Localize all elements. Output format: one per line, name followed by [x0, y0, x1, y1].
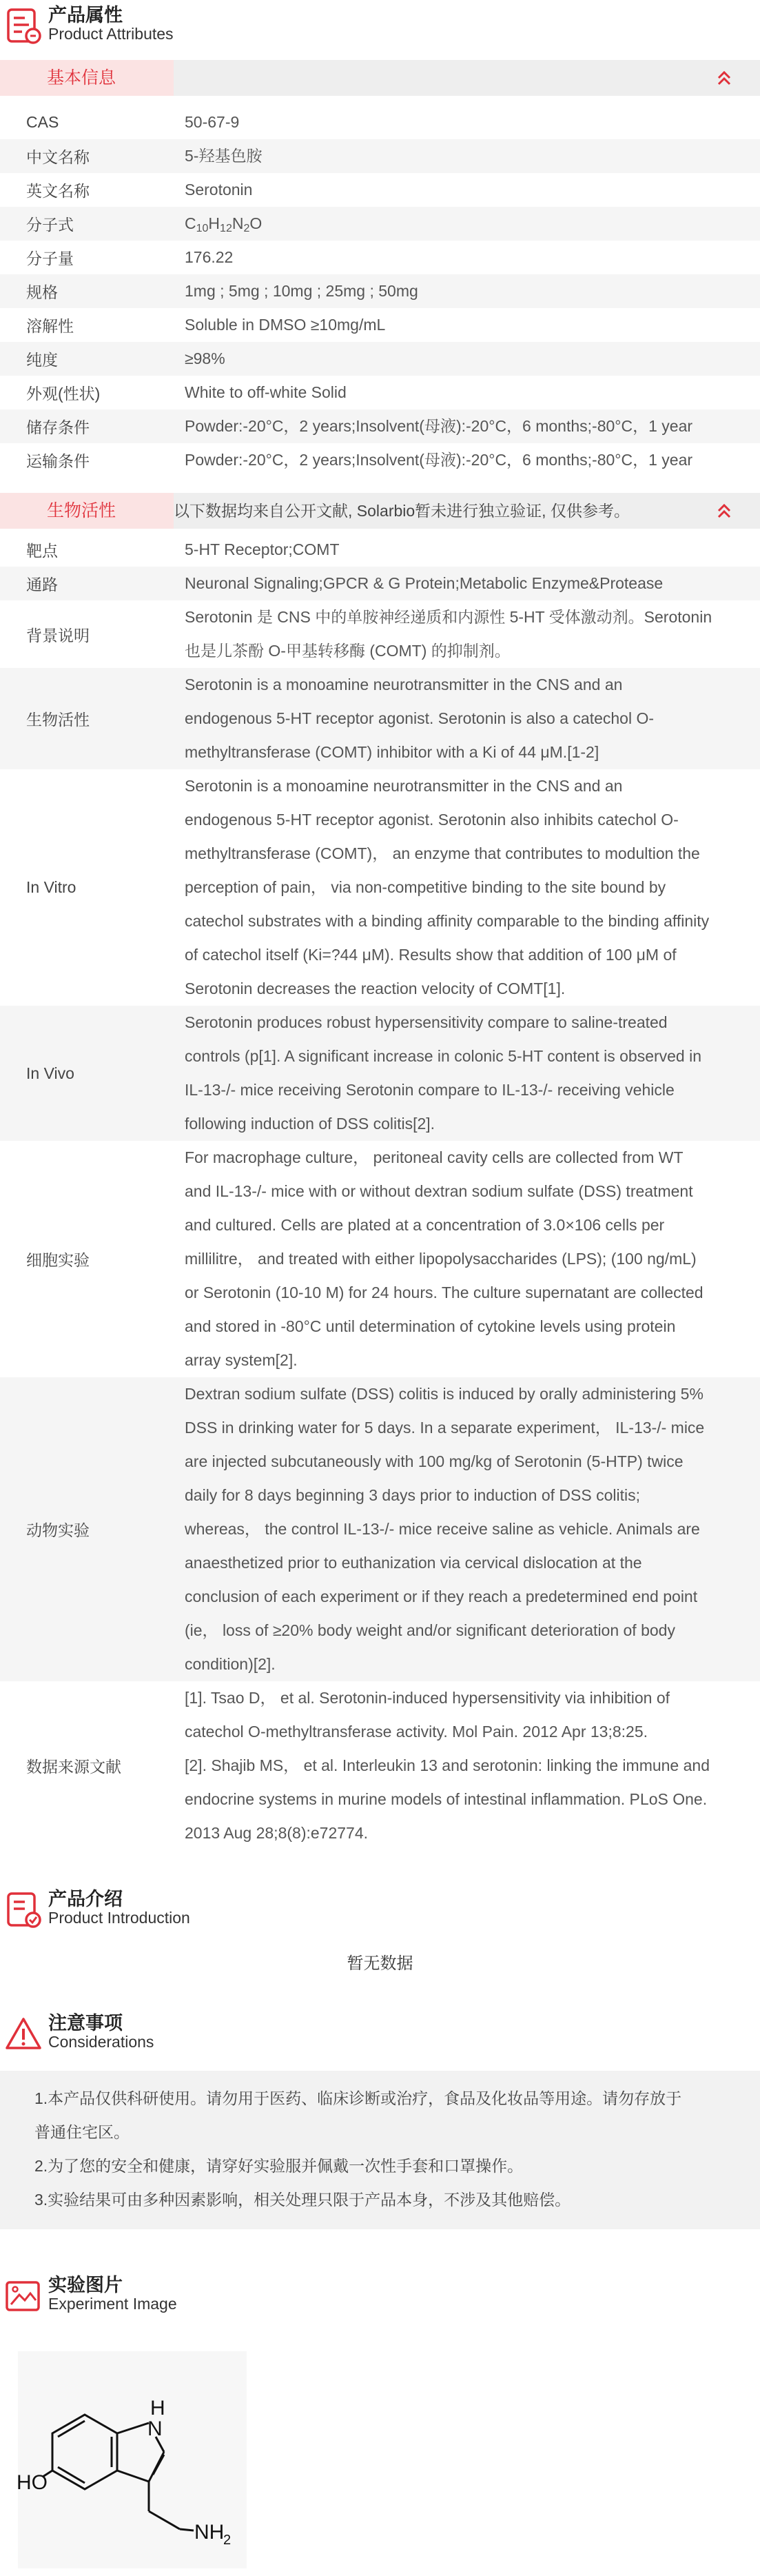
table-row: [0, 274, 760, 308]
structure-label: H: [150, 2397, 165, 2420]
text-line: anaesthetized prior to euthanization via cervical dislocation at the: [185, 1554, 642, 1572]
text-line: For macrophage culture， peritoneal cavity cells are collected from WT: [185, 1148, 684, 1166]
no-data-text: 暂无数据: [347, 1954, 413, 1973]
row-value: [185, 1141, 760, 1377]
text-line: endocrine systems in murine models of intestinal inflammation. PLoS One.: [185, 1790, 708, 1808]
row-value: [185, 1006, 760, 1141]
text-line: 2013 Aug 28;8(8):e72774.: [185, 1824, 369, 1842]
text-line: Serotonin is a monoamine neurotransmitter in the CNS and an: [185, 676, 623, 693]
list-document-icon: [4, 7, 43, 45]
table-row: [0, 443, 760, 477]
text-line: of catechol itself (Ki=?44 μM). Results show that addition of 100 μM of: [185, 946, 677, 964]
table-row: [0, 241, 760, 274]
row-label: 分子式: [26, 216, 74, 234]
text-line: Serotonin is a monoamine neurotransmitter in the CNS and an: [185, 777, 623, 795]
structure-label: NH: [194, 2521, 225, 2544]
text-line: catechol O-methyltransferase activity. Mol Pain. 2012 Apr 13;8:25.: [185, 1723, 648, 1741]
text-line: (ie， loss of ≥20% body weight and/or significant deterioration of body: [185, 1621, 675, 1639]
row-value: [185, 533, 760, 567]
table-row: [0, 1141, 760, 1377]
table-row: [0, 207, 760, 241]
row-label: 溶解性: [26, 317, 74, 335]
row-value: 5-羟基色胺: [185, 147, 263, 165]
row-value: 50-67-9: [185, 113, 240, 131]
product-introduction-header: [0, 1884, 760, 1947]
table-row: [0, 308, 760, 342]
bio-activity-tab: 生物活性: [0, 493, 174, 529]
section-subtitle: Experiment Image: [48, 2295, 177, 2313]
row-label: 分子量: [26, 250, 74, 267]
table-row: [0, 668, 760, 769]
section-title: 注意事项: [48, 2013, 123, 2034]
text-line: [1]. Tsao D， et al. Serotonin-induced hypersensitivity via inhibition of: [185, 1689, 670, 1707]
text-line: Dextran sodium sulfate (DSS) colitis is induced by orally administering 5%: [185, 1385, 703, 1403]
row-label: CAS: [26, 113, 59, 131]
row-label: 纯度: [26, 351, 58, 369]
list-item: 普通住宅区。: [34, 2123, 130, 2141]
image-chart-icon: [4, 2277, 43, 2315]
table-row: [0, 769, 760, 1006]
double-chevron-up-icon[interactable]: [716, 503, 732, 519]
text-line: perception of pain， via non-competitive binding to the site bound by: [185, 878, 666, 896]
table-row: [0, 376, 760, 409]
text-line: and IL-13-/- mice with or without dextran sodium sulfate (DSS) treatment: [185, 1182, 693, 1200]
bio-activity-bar[interactable]: [0, 493, 760, 529]
row-value: ≥98%: [185, 349, 225, 367]
row-label: 运输条件: [26, 452, 90, 470]
row-label: 细胞实验: [26, 1251, 90, 1269]
text-line: following induction of DSS colitis[2].: [185, 1115, 435, 1133]
row-label: 数据来源文献: [26, 1758, 121, 1776]
basic-info-tab: 基本信息: [0, 60, 174, 96]
text-line: 5-HT Receptor;COMT: [185, 540, 340, 558]
considerations-list: [0, 2071, 760, 2229]
table-row: [0, 600, 760, 668]
text-line: methyltransferase (COMT)， an enzyme that contributes to modultion the: [185, 844, 700, 862]
row-value: White to off-white Solid: [185, 383, 347, 401]
row-label: 储存条件: [26, 418, 90, 436]
list-item: 3.实验结果可由多种因素影响，相关处理只限于产品本身，不涉及其他赔偿。: [34, 2191, 571, 2209]
section-title: 产品属性: [48, 5, 123, 26]
experiment-image-header: [0, 2270, 760, 2333]
table-row: [0, 1377, 760, 1681]
text-line: 也是儿茶酚 O-甲基转移酶 (COMT) 的抑制剂。: [185, 642, 511, 660]
table-row: [0, 1006, 760, 1141]
row-value: [185, 668, 760, 769]
row-value: Serotonin: [185, 181, 253, 199]
row-label: 英文名称: [26, 182, 90, 200]
basic-info-table: [0, 105, 760, 477]
table-row: [0, 139, 760, 173]
row-value: [185, 567, 760, 600]
row-value: Powder:-20°C，2 years;Insolvent(母液):-20°C，6 months;-80°C，1 year: [185, 417, 693, 435]
row-label: 中文名称: [26, 148, 90, 166]
text-line: and stored in -80°C until determination of cytokine levels using protein: [185, 1317, 676, 1335]
section-subtitle: Considerations: [48, 2033, 154, 2051]
row-label: 规格: [26, 283, 58, 301]
row-label: 动物实验: [26, 1521, 90, 1539]
basic-info-bar[interactable]: [0, 60, 760, 96]
text-line: daily for 8 days beginning 3 days prior to induction of DSS colitis;: [185, 1486, 640, 1504]
row-label: 通路: [26, 576, 58, 594]
row-value: Soluble in DMSO ≥10mg/mL: [185, 316, 386, 334]
text-line: endogenous 5-HT receptor agonist. Serotonin is also a catechol O-: [185, 709, 655, 727]
structure-label: N: [147, 2417, 163, 2440]
row-value: Powder:-20°C，2 years;Insolvent(母液):-20°C，6 months;-80°C，1 year: [185, 451, 693, 469]
table-row: [0, 105, 760, 139]
row-label: 背景说明: [26, 626, 90, 645]
row-value: [185, 1377, 760, 1681]
row-label: 靶点: [26, 542, 58, 560]
text-line: [2]. Shajib MS， et al. Interleukin 13 and serotonin: linking the immune and: [185, 1756, 710, 1774]
text-line: are injected subcutaneously with 100 mg/kg of Serotonin (5-HTP) twice: [185, 1452, 684, 1470]
text-line: Neuronal Signaling;GPCR & G Protein;Metabolic Enzyme&Protease: [185, 574, 664, 592]
table-row: [0, 173, 760, 207]
bio-activity-table: [0, 533, 760, 1850]
section-subtitle: Product Attributes: [48, 25, 174, 43]
section-title: 实验图片: [48, 2275, 123, 2295]
text-line: methyltransferase (COMT) inhibitor with a Ki of 44 μM.[1-2]: [185, 743, 599, 761]
list-item: 1.本产品仅供科研使用。请勿用于医药、临床诊断或治疗，食品及化妆品等用途。请勿存放于: [34, 2089, 682, 2107]
considerations-header: [0, 2008, 760, 2071]
text-line: and cultured. Cells are plated at a concentration of 3.0×106 cells per: [185, 1216, 665, 1234]
list-item: 2.为了您的安全和健康，请穿好实验服并佩戴一次性手套和口罩操作。: [34, 2157, 524, 2175]
row-value: 176.22: [185, 248, 234, 266]
table-row: [0, 1681, 760, 1850]
row-label: In Vitro: [26, 878, 76, 896]
table-row: [0, 342, 760, 376]
molecular-formula: $C_{10}H_{12}N_2O$: [185, 214, 263, 234]
table-row: [0, 567, 760, 600]
text-line: condition)[2].: [185, 1655, 276, 1673]
row-value: [185, 1681, 760, 1850]
section-title: 产品介绍: [48, 1889, 123, 1909]
structure-label: 2: [223, 2533, 232, 2548]
double-chevron-up-icon[interactable]: [716, 70, 732, 86]
structure-label: HO: [18, 2471, 48, 2494]
text-line: conclusion of each experiment or if they reach a predetermined end point: [185, 1588, 698, 1605]
disclaimer-note: 以下数据均来自公开文献, Solarbio暂未进行独立验证, 仅供参考。: [174, 502, 630, 520]
text-line: Serotonin 是 CNS 中的单胺神经递质和内源性 5-HT 受体激动剂。Serotonin: [185, 608, 712, 626]
text-line: endogenous 5-HT receptor agonist. Serotonin also inhibits catechol O-: [185, 811, 679, 829]
table-row: [0, 409, 760, 443]
text-line: Serotonin produces robust hypersensitivity compare to saline-treated: [185, 1013, 668, 1031]
table-row: [0, 533, 760, 567]
text-line: array system[2].: [185, 1351, 298, 1369]
structure-image: [18, 2351, 247, 2568]
row-label: In Vivo: [26, 1064, 74, 1082]
row-value: [185, 769, 760, 1006]
row-label: 外观(性状): [26, 385, 101, 403]
text-line: Serotonin decreases the reaction velocity of COMT[1].: [185, 980, 566, 997]
row-value: 1mg ; 5mg ; 10mg ; 25mg ; 50mg: [185, 282, 418, 300]
text-line: IL-13-/- mice receiving Serotonin compare to IL-13-/- receiving vehicle: [185, 1081, 675, 1099]
row-value: [185, 600, 760, 668]
row-label: 生物活性: [26, 711, 90, 729]
text-line: whereas， the control IL-13-/- mice receive saline as vehicle. Animals are: [185, 1520, 700, 1538]
text-line: millilitre， and treated with either lipopolysaccharides (LPS); (100 ng/mL): [185, 1250, 697, 1268]
text-line: or Serotonin (10-10 M) for 24 hours. The culture supernatant are collected: [185, 1284, 703, 1301]
serotonin-structure-diagram: [18, 2351, 247, 2568]
section-subtitle: Product Introduction: [48, 1909, 190, 1927]
warning-triangle-icon: [4, 2015, 43, 2053]
text-line: DSS in drinking water for 5 days. In a separate experiment， IL-13-/- mice: [185, 1419, 705, 1437]
product-attributes-header: [0, 0, 760, 63]
text-line: catechol substrates with a binding affinity comparable to the binding affinity: [185, 912, 710, 930]
text-line: controls (p[1]. A significant increase in colonic 5-HT content is observed in: [185, 1047, 702, 1065]
document-check-icon: [4, 1891, 43, 1929]
